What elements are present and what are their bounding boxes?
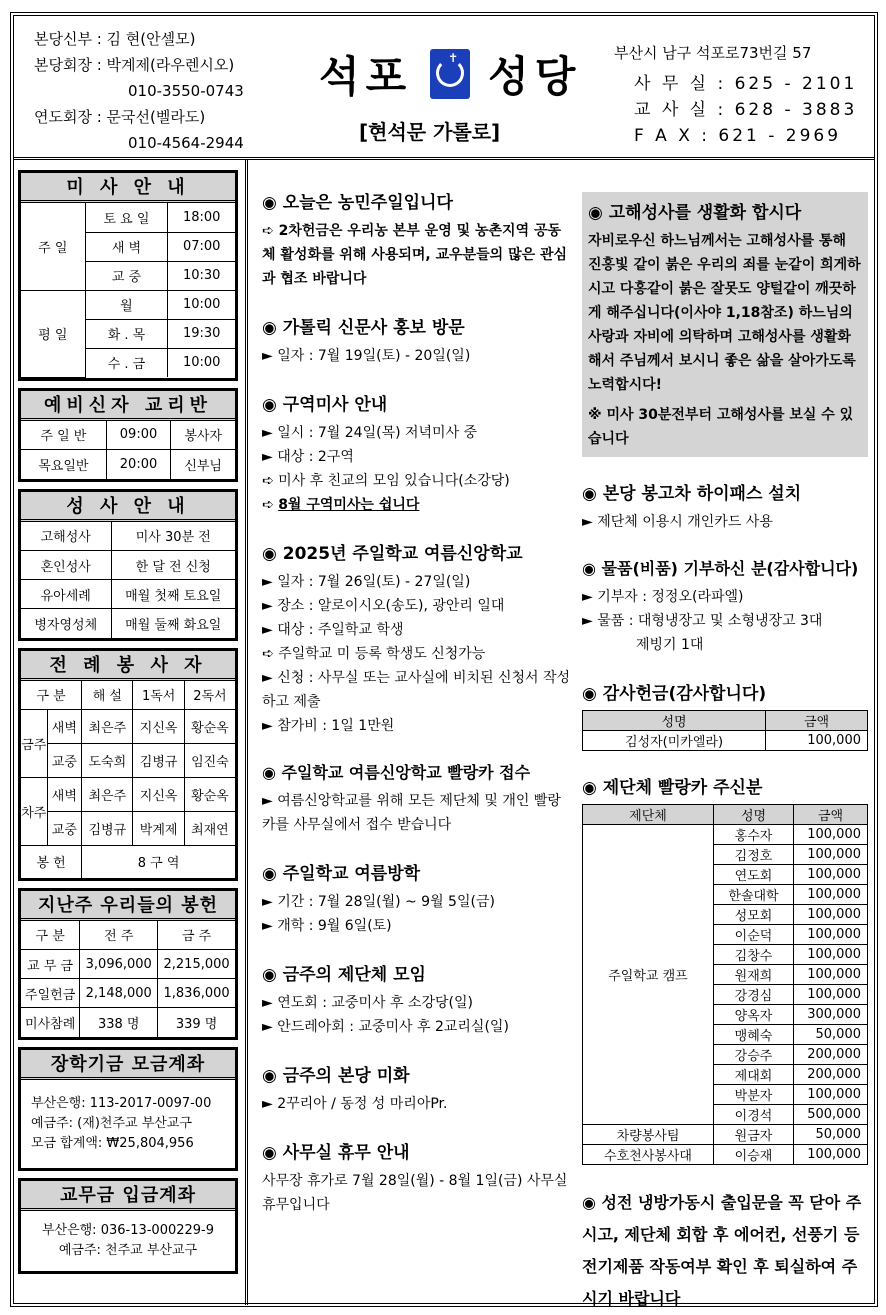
- column-divider: [245, 160, 248, 1305]
- notice-item: ► 참가비 : 1일 1만원: [262, 718, 395, 734]
- donation-amount: 100,000: [794, 965, 868, 985]
- catechumen-class: [18, 388, 238, 482]
- notice-item: ► 2꾸리아 / 동정 성 마리아Pr.: [262, 1096, 448, 1112]
- donor-name: 강경심: [714, 985, 794, 1005]
- notice-title: ◉ 주일학교 여름방학: [262, 864, 421, 884]
- total-amount: 모금 합계액: ₩25,804,956: [31, 1135, 194, 1151]
- notice-hipass: [582, 479, 868, 534]
- fax-number: F A X : 621 - 2969: [634, 126, 842, 146]
- sacrament-when: 미사 30분 전: [111, 522, 235, 551]
- aircon-notice: ◉ 성전 냉방가동시 출입문을 꼭 닫아 주시고, 제단체 회합 후 에어컨, 선풍기 등 전기제품 작동여부 확인 후 퇴실하여 주시기 바랍니다: [582, 1193, 862, 1308]
- col-header: 구 분: [21, 681, 82, 710]
- mass-type: 새벽: [47, 778, 82, 812]
- mass-day: 수 . 금: [85, 348, 168, 377]
- offerings-title: 지난주 우리들의 봉헌: [21, 891, 235, 921]
- confession-box: [582, 192, 868, 457]
- mass-day: 새 벽: [85, 232, 168, 261]
- title-right: 성당: [488, 52, 582, 101]
- server-name: 최재연: [184, 812, 235, 846]
- patron-subtitle: [현석문 가롤로]: [359, 120, 501, 144]
- offering-type: 미사참례: [21, 1008, 80, 1037]
- donation-amount: 100,000: [794, 1145, 868, 1165]
- notice-title: ◉ 구역미사 안내: [262, 395, 388, 415]
- mass-day: 토 요 일: [85, 203, 168, 232]
- donation-amount: 100,000: [794, 905, 868, 925]
- donated-items: 제빙기 1대: [636, 637, 704, 653]
- notice-title: ◉ 감사헌금(감사합니다): [582, 684, 767, 704]
- mass-time: 18:00: [168, 203, 235, 232]
- donor-name: 이순덕: [714, 925, 794, 945]
- notice-body: ➪ 2차헌금은 우리농 본부 운영 및 농촌지역 공동체 활성화를 위해 사용되며, 교우분들의 많은 관심과 협조 바랍니다: [262, 223, 568, 287]
- mass-type: 교중: [47, 744, 82, 778]
- notice-item: ► 제단체 이용시 개인카드 사용: [582, 514, 773, 530]
- bread-donors: [582, 773, 868, 1165]
- notice-cleaning: [262, 1061, 572, 1116]
- prev-week-value: 2,148,000: [80, 979, 158, 1008]
- donation-amount: 200,000: [794, 1045, 868, 1065]
- notice-item: ► 기간 : 7월 28일(월) ~ 9월 5일(금): [262, 894, 495, 910]
- donated-items: ► 물품 : 대형냉장고 및 소형냉장고 3대: [582, 613, 823, 629]
- sacrament-name: 고해성사: [21, 522, 111, 551]
- notice-bread-card: [262, 760, 572, 837]
- group-name: 차량봉사팀: [583, 1125, 714, 1145]
- donor-name: 박분자: [714, 1085, 794, 1105]
- mass-time: 10:00: [168, 290, 235, 319]
- liturgy-servers: [18, 648, 238, 881]
- donor-name: ► 기부자 : 정정오(라파엘): [582, 589, 744, 605]
- notice-newspaper: [262, 313, 572, 368]
- server-name: 최은주: [82, 778, 133, 812]
- church-title: [319, 44, 581, 104]
- notice-title: ◉ 본당 봉고차 하이패스 설치: [582, 484, 802, 504]
- church-logo-icon: ✝: [430, 49, 470, 99]
- sacrament-name: 병자영성체: [21, 609, 111, 638]
- notice-item: ► 신청 : 사무실 또는 교사실에 비치된 신청서 작성하고 제출: [262, 670, 571, 710]
- priest-name: 본당신부 : 김 현(안셀모): [34, 30, 196, 48]
- notice-office-closed: [262, 1138, 572, 1217]
- notice-item: ► 연도회 : 교중미사 후 소강당(일): [262, 995, 473, 1011]
- server-name: 김병규: [82, 812, 133, 846]
- notice-title: ◉ 2025년 주일학교 여름신앙학교: [262, 544, 523, 564]
- office-phone: 사 무 실 : 625 - 2101: [634, 74, 858, 94]
- contact-info: [614, 42, 857, 149]
- server-name: 황순옥: [184, 778, 235, 812]
- youth-president-name: 연도회장 : 문국선(벨라도): [34, 108, 206, 126]
- mass-time: 10:30: [168, 261, 235, 290]
- liturgy-title: 전 례 봉 사 자: [21, 651, 235, 681]
- notice-item: ► 대상 : 2구역: [262, 449, 354, 465]
- mass-day: 교 중: [85, 261, 168, 290]
- notice-district-mass: [262, 390, 572, 517]
- teacher-room-phone: 교 사 실 : 628 - 3883: [634, 100, 858, 120]
- sacraments-info: [18, 489, 238, 641]
- col-header: 2독서: [184, 681, 235, 710]
- donation-amount: 100,000: [794, 885, 868, 905]
- title-left: 석포: [319, 52, 413, 101]
- server-name: 황순옥: [184, 710, 235, 744]
- account-holder: 예금주: 천주교 부산교구: [58, 1242, 198, 1258]
- notice-title: ◉ 주일학교 여름신앙학교 빨랑카 접수: [262, 763, 531, 782]
- col-header: 성명: [583, 711, 766, 731]
- staff-info: [34, 26, 244, 156]
- server-name: 지신옥: [133, 710, 184, 744]
- mass-schedule: [18, 170, 238, 381]
- middle-column: [262, 188, 572, 1239]
- col-header: 성명: [714, 805, 794, 825]
- donation-amount: 200,000: [794, 1065, 868, 1085]
- notice-title: ◉ 오늘은 농민주일입니다: [262, 193, 453, 213]
- mass-time: 19:30: [168, 319, 235, 348]
- mass-type: 새벽: [47, 710, 82, 744]
- president-phone: 010-3550-0743: [128, 82, 244, 100]
- donation-amount: 50,000: [794, 1025, 868, 1045]
- notice-item: ► 대상 : 주일학교 학생: [262, 622, 404, 638]
- notice-body: ► 여름신앙학교를 위해 모든 제단체 및 개인 빨랑카를 사무실에서 접수 받습니다: [262, 793, 561, 833]
- col-header: 1독서: [133, 681, 184, 710]
- thanks-offering-table: [582, 710, 868, 751]
- confession-title: ◉ 고해성사를 생활화 합시다: [588, 203, 802, 223]
- prev-week-value: 3,096,000: [80, 950, 158, 979]
- group-name: 주일학교 캠프: [583, 825, 714, 1125]
- donor-name: 한솔대학: [714, 885, 794, 905]
- class-time: 20:00: [106, 450, 171, 479]
- sacrament-when: 한 달 전 신청: [111, 551, 235, 580]
- donor-name: 김성자(미카엘라): [583, 731, 766, 751]
- this-week-value: 339 명: [175, 1016, 218, 1032]
- donor-name: 원재희: [714, 965, 794, 985]
- donation-amount: 500,000: [794, 1105, 868, 1125]
- donor-name: 이경석: [714, 1105, 794, 1125]
- donation-amount: 100,000: [794, 825, 868, 845]
- sacraments-title: 성 사 안 내: [21, 492, 235, 522]
- col-header: 금액: [766, 711, 868, 731]
- class-teacher: 봉사자: [171, 421, 235, 450]
- sacrament-when: 매월 첫째 토요일: [111, 580, 235, 609]
- notice-title: ◉ 금주의 제단체 모임: [262, 965, 426, 985]
- notice-summer-school: [262, 539, 572, 738]
- col-header: 해 설: [82, 681, 133, 710]
- donor-name: 김창수: [714, 945, 794, 965]
- mass-time: 10:00: [182, 355, 221, 371]
- this-week-value: 2,215,000: [158, 950, 235, 979]
- notice-summer-vacation: [262, 859, 572, 938]
- this-week-value: 1,836,000: [158, 979, 235, 1008]
- sacrament-name: 유아세례: [21, 580, 111, 609]
- donor-name: 이승재: [714, 1145, 794, 1165]
- notice-item: ► 일자 : 7월 19일(토) - 20일(일): [262, 348, 471, 364]
- bank-account: 부산은행: 036-13-000229-9: [41, 1222, 215, 1238]
- donation-amount: 100,000: [766, 731, 868, 751]
- confession-body: 자비로우신 하느님께서는 고해성사를 통해 진홍빛 같이 붉은 우리의 죄를 눈같이 희게하시고 다홍같이 붉은 잘못도 양털같이 깨끗하게 해주십니다(이사야 1,18참조) 하느님의 사랑과 자비에 의탁하며 고해성사를 생활화해서 주님께서 보시니 좋은 삶을 살아가도록 노력합시다!: [588, 233, 861, 393]
- class-teacher: 신부님: [184, 458, 222, 474]
- mass-schedule-title: 미 사 안 내: [21, 173, 235, 203]
- address: 부산시 남구 석포로73번길 57: [614, 44, 812, 62]
- donor-name: 김정호: [714, 845, 794, 865]
- server-name: 지신옥: [133, 778, 184, 812]
- col-header: 제단체: [583, 805, 714, 825]
- notice-item: ► 개학 : 9월 6일(토): [262, 918, 392, 934]
- notice-item: ► 장소 : 알로이시오(송도), 광안리 일대: [262, 598, 505, 614]
- bulletin-frame: [10, 12, 878, 1307]
- donor-name: 제대회: [714, 1065, 794, 1085]
- mass-time: 07:00: [168, 232, 235, 261]
- donation-amount: 100,000: [794, 1085, 868, 1105]
- donation-amount: 100,000: [794, 845, 868, 865]
- account-holder: 예금주: (재)천주교 부산교구: [31, 1115, 192, 1131]
- server-name: 임진숙: [184, 744, 235, 778]
- mass-day: 월: [85, 290, 168, 319]
- left-column: [18, 170, 238, 1281]
- dues-title: 교무금 입금계좌: [21, 1181, 235, 1211]
- server-name: 박계제: [133, 812, 184, 846]
- mass-day: 화 . 목: [85, 319, 168, 348]
- notice-title: ◉ 물품(비품) 기부하신 분(감사합니다): [582, 559, 859, 578]
- catechumen-title: 예비신자 교리반: [21, 391, 235, 421]
- notice-item: ➪ 주일학교 미 등록 학생도 신청가능: [262, 646, 486, 662]
- group-name: 수호천사봉사대: [583, 1145, 714, 1165]
- notice-body: 사무장 휴가로 7월 28일(월) - 8월 1일(금) 사무실 휴무입니다: [262, 1173, 568, 1213]
- notice-title: ◉ 금주의 본당 미화: [262, 1066, 410, 1086]
- class-name: 주 일 반: [21, 421, 106, 450]
- notice-title: ◉ 사무실 휴무 안내: [262, 1143, 410, 1163]
- donation-amount: 300,000: [794, 1005, 868, 1025]
- donor-name: 강승주: [714, 1045, 794, 1065]
- donor-name: 맹혜숙: [714, 1025, 794, 1045]
- server-name: 김병규: [133, 744, 184, 778]
- prev-week-value: 338 명: [80, 1008, 158, 1037]
- offering-label: 봉 헌: [21, 846, 82, 878]
- this-week-label: 금주: [21, 710, 47, 778]
- donor-name: 홍수자: [714, 825, 794, 845]
- donation-amount: 50,000: [794, 1125, 868, 1145]
- offering-type: 주일헌금: [21, 979, 80, 1008]
- arrow-icon: ➪: [262, 497, 279, 513]
- class-time: 09:00: [106, 421, 171, 450]
- notice-title: ◉ 가톨릭 신문사 홍보 방문: [262, 318, 465, 338]
- offering-type: 교 무 금: [21, 950, 80, 979]
- scholarship-title: 장학기금 모금계좌: [21, 1050, 235, 1080]
- youth-president-phone: 010-4564-2944: [128, 134, 244, 152]
- confession-note: ※ 미사 30분전부터 고해성사를 보실 수 있습니다: [588, 407, 854, 447]
- notice-item: ► 일시 : 7월 24일(목) 저녁미사 중: [262, 425, 478, 441]
- server-name: 도숙희: [82, 744, 133, 778]
- col-header: 구 분: [21, 921, 80, 950]
- notice-highlight: 8월 구역미사는 쉽니다: [278, 497, 420, 513]
- donor-name: 양옥자: [714, 1005, 794, 1025]
- class-name: 목요일반: [21, 450, 106, 479]
- notice-item: ► 일자 : 7월 26일(토) - 27일(일): [262, 574, 471, 590]
- donor-name: 성모회: [714, 905, 794, 925]
- dues-account: [18, 1178, 238, 1274]
- notice-farmers-sunday: [262, 188, 572, 291]
- donor-name: 연도회: [714, 865, 794, 885]
- col-header: 전 주: [80, 921, 158, 950]
- bank-account: 부산은행: 113-2017-0097-00: [31, 1095, 212, 1111]
- notice-goods-donation: [582, 556, 868, 657]
- col-header: 금 주: [158, 921, 235, 950]
- notice-group-meetings: [262, 960, 572, 1039]
- bulletin-header: [14, 16, 874, 160]
- server-name: 최은주: [82, 710, 133, 744]
- thanks-offering: [582, 679, 868, 751]
- notice-item: ➪ 미사 후 친교의 모임 있습니다(소강당): [262, 473, 510, 489]
- offering-value: 8 구 역: [137, 856, 180, 872]
- col-header: 금액: [794, 805, 868, 825]
- sacrament-name: 혼인성사: [21, 551, 111, 580]
- donor-name: 원금자: [714, 1125, 794, 1145]
- donation-amount: 100,000: [794, 925, 868, 945]
- notice-item: ► 안드레아회 : 교중미사 후 2교리실(일): [262, 1019, 509, 1035]
- weekday-label: 평 일: [21, 290, 85, 377]
- notice-title: ◉ 제단체 빨랑카 주신분: [582, 778, 763, 798]
- donation-amount: 100,000: [794, 945, 868, 965]
- next-week-label: 차주: [21, 778, 47, 846]
- sacrament-when: 매월 둘째 화요일: [125, 617, 222, 633]
- sunday-label: 주 일: [21, 203, 85, 290]
- right-column: [582, 192, 868, 1315]
- scholarship-account: [18, 1047, 238, 1171]
- weekly-offerings: [18, 888, 238, 1040]
- bread-donors-table: [582, 804, 868, 1165]
- donation-amount: 100,000: [794, 865, 868, 885]
- donation-amount: 100,000: [794, 985, 868, 1005]
- president-name: 본당회장 : 박계제(라우렌시오): [34, 56, 235, 74]
- mass-type: 교중: [47, 812, 82, 846]
